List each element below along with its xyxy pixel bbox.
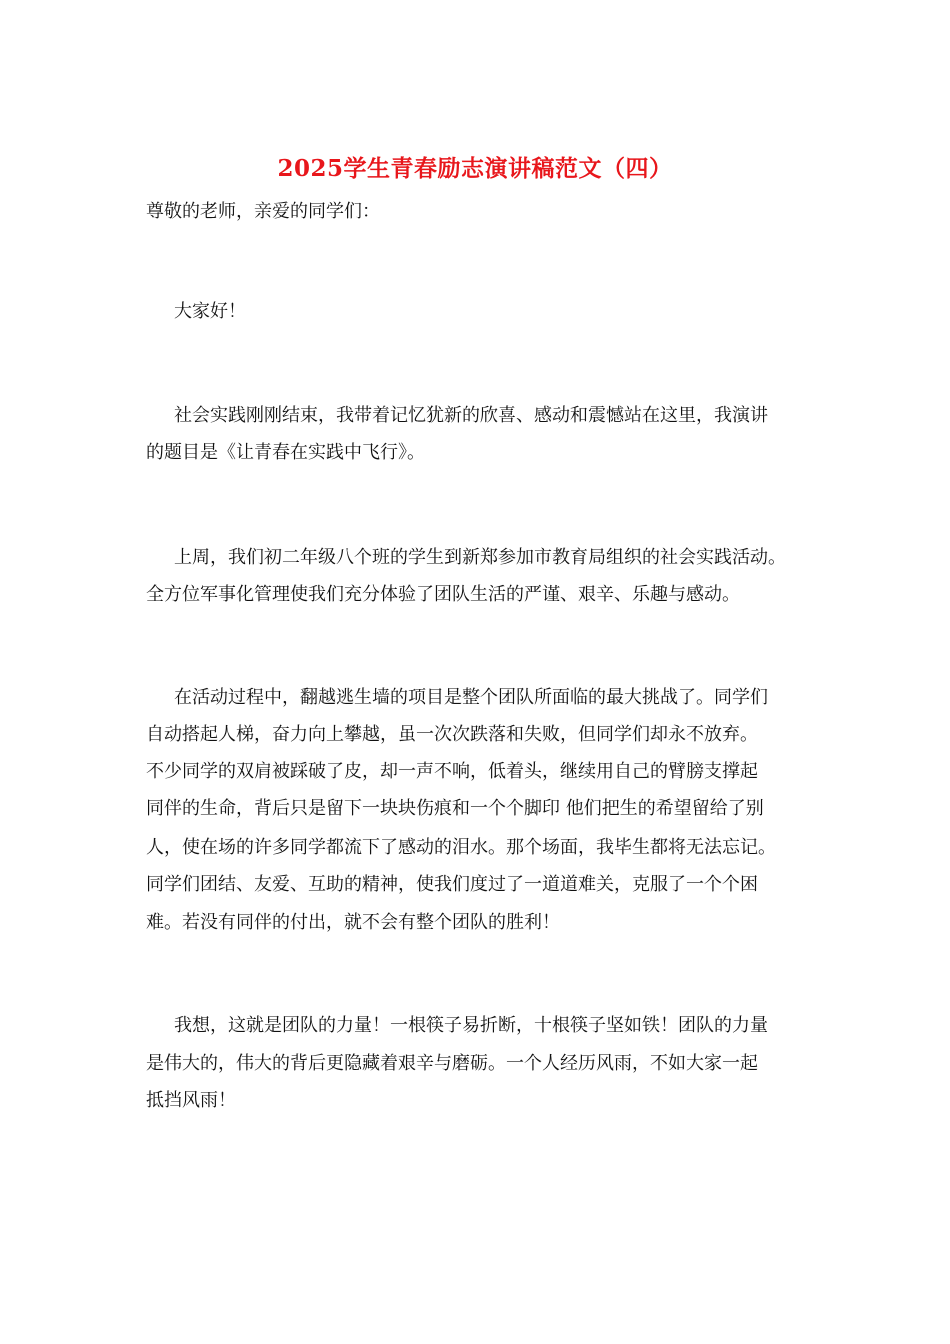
paragraph-3-line-1: 在活动过程中，翻越逃生墙的项目是整个团队所面临的最大挑战了。同学们 — [174, 687, 768, 708]
paragraph-1-line-1: 社会实践刚刚结束，我带着记忆犹新的欣喜、感动和震憾站在这里，我演讲 — [174, 405, 768, 426]
paragraph-3-line-2: 自动搭起人梯，奋力向上攀越，虽一次次跌落和失败，但同学们却永不放弃。 — [146, 724, 758, 745]
paragraph-2-line-2: 全方位军事化管理使我们充分体验了团队生活的严谨、艰辛、乐趣与感动。 — [146, 584, 740, 605]
salutation: 尊敬的老师，亲爱的同学们： — [146, 201, 380, 222]
paragraph-1-line-2: 的题目是《让青春在实践中飞行》。 — [146, 442, 425, 463]
paragraph-3-line-3: 不少同学的双肩被踩破了皮，却一声不响，低着头，继续用自己的臂膀支撑起 — [146, 761, 758, 782]
paragraph-3-line-5: 人，使在场的许多同学都流下了感动的泪水。那个场面，我毕生都将无法忘记。 — [146, 837, 776, 858]
paragraph-3-line-7: 难。若没有同伴的付出，就不会有整个团队的胜利！ — [146, 912, 560, 933]
paragraph-3-line-6: 同学们团结、友爱、互助的精神，使我们度过了一道道难关，克服了一个个困 — [146, 874, 758, 895]
paragraph-4-line-3: 抵挡风雨！ — [146, 1090, 236, 1111]
paragraph-3-line-4: 同伴的生命，背后只是留下一块块伤痕和一个个脚印 他们把生的希望留给了别 — [146, 798, 764, 819]
paragraph-2-line-1: 上周，我们初二年级八个班的学生到新郑参加市教育局组织的社会实践活动。 — [174, 547, 786, 568]
document-title: 2025学生青春励志演讲稿范文（四） — [277, 155, 673, 182]
paragraph-4-line-1: 我想，这就是团队的力量！一根筷子易折断，十根筷子坚如铁！团队的力量 — [174, 1015, 768, 1036]
greeting: 大家好！ — [174, 301, 246, 322]
paragraph-4-line-2: 是伟大的，伟大的背后更隐藏着艰辛与磨砺。一个人经历风雨，不如大家一起 — [146, 1053, 758, 1074]
